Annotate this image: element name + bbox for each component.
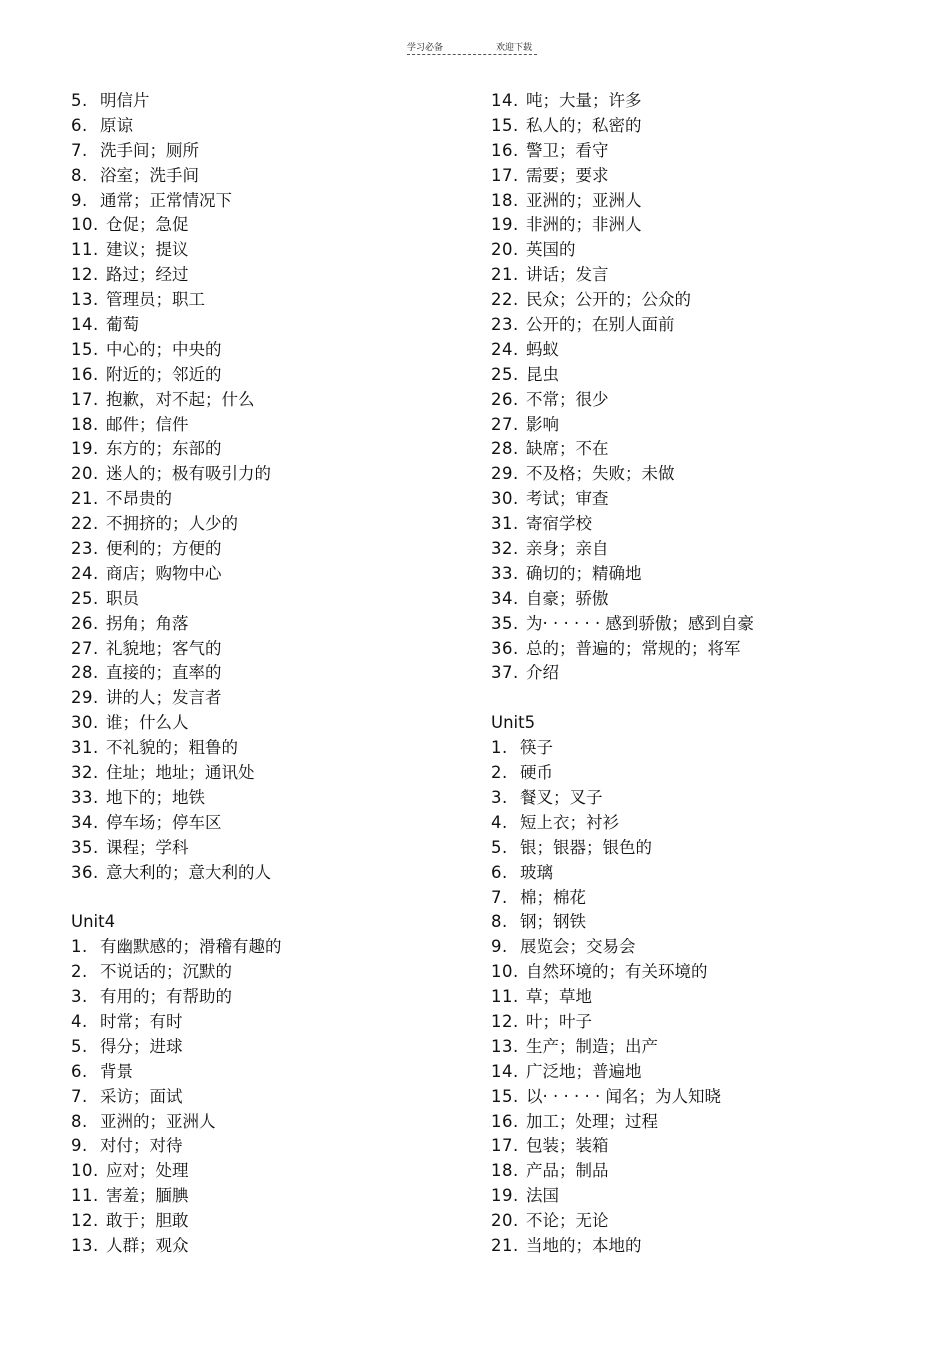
vocab-item	[71, 139, 282, 164]
vocab-item	[491, 910, 754, 935]
vocab-item-text: 采访；面试	[100, 1086, 183, 1106]
vocab-item	[491, 1134, 754, 1159]
vocab-item	[491, 1184, 754, 1209]
vocab-item-number: 4.	[71, 1011, 88, 1031]
vocab-item	[491, 89, 754, 114]
vocab-item-number: 14.	[491, 91, 519, 110]
vocab-item-number: 32.	[71, 763, 99, 783]
vocab-item-number: 7.	[491, 887, 508, 907]
vocab-item	[71, 761, 282, 786]
vocab-item-text: 商店；购物中心	[106, 563, 222, 583]
vocab-item-number: 27.	[491, 414, 519, 434]
vocab-item-number: 21.	[491, 1235, 519, 1255]
vocab-item	[71, 1134, 282, 1159]
vocab-item-number: 28.	[71, 663, 99, 683]
vocab-item-text: 影响	[526, 414, 559, 434]
vocab-item	[491, 811, 754, 836]
vocab-item	[491, 1110, 754, 1135]
vocab-item-text: 时常；有时	[100, 1011, 183, 1031]
vocab-item-text: 总的；普遍的；常规的；将军	[526, 638, 741, 658]
vocab-item-number: 35.	[71, 837, 99, 857]
vocab-item	[71, 711, 282, 736]
vocab-item-number: 23.	[71, 539, 99, 559]
vocab-item	[491, 960, 754, 985]
vocab-item-text: 管理员；职工	[106, 290, 205, 310]
vocab-item-number: 18.	[491, 1161, 519, 1181]
vocab-item	[71, 985, 282, 1010]
vocab-item-number: 2.	[491, 763, 508, 783]
vocab-item	[71, 661, 282, 686]
vocab-item-text: 有幽默感的；滑稽有趣的	[100, 937, 282, 957]
vocab-item-text: 为· · · · · · 感到骄傲；感到自豪	[526, 613, 754, 633]
section-title-unit4: Unit4	[71, 912, 116, 932]
vocab-item	[71, 313, 282, 338]
vocab-item-number: 26.	[71, 613, 99, 633]
vocab-item	[71, 388, 282, 413]
vocab-item	[71, 1110, 282, 1135]
vocab-item	[71, 935, 282, 960]
vocab-item-text: 筷子	[520, 738, 553, 758]
section-gap	[491, 686, 754, 711]
vocab-item-text: 银；银器；银色的	[520, 837, 652, 857]
vocab-item	[491, 836, 754, 861]
vocab-item-number: 5.	[71, 91, 88, 110]
vocab-item-number: 34.	[491, 588, 519, 608]
vocab-item	[491, 736, 754, 761]
vocab-item-number: 1.	[71, 937, 88, 957]
vocab-item-text: 应对；处理	[106, 1161, 189, 1181]
vocab-item-text: 原谅	[100, 115, 133, 135]
vocab-item	[491, 761, 754, 786]
vocab-item-text: 有用的；有帮助的	[100, 987, 232, 1007]
vocab-item	[491, 213, 754, 238]
vocab-item-number: 9.	[491, 937, 508, 957]
vocab-item-text: 不拥挤的；人少的	[106, 514, 238, 534]
vocab-item-number: 27.	[71, 638, 99, 658]
vocab-item-number: 5.	[491, 837, 508, 857]
vocab-item	[491, 313, 754, 338]
vocab-item-number: 6.	[71, 1061, 88, 1081]
section-gap	[71, 886, 282, 911]
vocab-item	[71, 686, 282, 711]
vocab-item-text: 警卫；看守	[526, 140, 609, 160]
vocab-item-text: 亚洲的；亚洲人	[100, 1111, 216, 1131]
left-column	[71, 89, 282, 1259]
vocab-item-number: 21.	[71, 489, 99, 509]
vocab-item-number: 5.	[71, 1036, 88, 1056]
vocab-item-number: 16.	[71, 364, 99, 384]
vocab-item	[71, 836, 282, 861]
vocab-item	[71, 960, 282, 985]
vocab-item-text: 停车场；停车区	[106, 812, 222, 832]
vocab-item-text: 私人的；私密的	[526, 115, 642, 135]
vocab-item-number: 6.	[71, 115, 88, 135]
vocab-item-text: 便利的；方便的	[106, 539, 222, 559]
vocab-item-number: 21.	[491, 265, 519, 285]
vocab-item-number: 32.	[491, 539, 519, 559]
vocab-item-text: 缺席；不在	[526, 439, 609, 459]
vocab-item-text: 敢于；胆敢	[106, 1211, 189, 1231]
vocab-item	[71, 736, 282, 761]
vocab-item	[491, 886, 754, 911]
header-divider	[407, 54, 537, 55]
vocab-item	[491, 861, 754, 886]
vocab-item-text: 中心的；中央的	[106, 339, 222, 359]
vocab-item-number: 37.	[491, 663, 519, 683]
vocab-item-number: 15.	[491, 115, 519, 135]
vocab-item	[71, 1035, 282, 1060]
vocab-item-number: 20.	[491, 240, 519, 260]
vocab-item-text: 路过；经过	[106, 265, 189, 285]
vocab-item-number: 28.	[491, 439, 519, 459]
vocab-item	[71, 288, 282, 313]
vocab-item-text: 迷人的；极有吸引力的	[106, 464, 271, 484]
vocab-item	[71, 213, 282, 238]
left-list-b	[71, 935, 282, 1259]
vocab-item-number: 33.	[71, 787, 99, 807]
vocab-item-number: 29.	[491, 464, 519, 484]
vocab-item-number: 12.	[491, 1011, 519, 1031]
vocab-item-number: 7.	[71, 140, 88, 160]
vocab-item-text: 亲身；亲自	[526, 539, 609, 559]
vocab-item-text: 附近的；邻近的	[106, 364, 222, 384]
vocab-item	[491, 786, 754, 811]
vocab-item-text: 害羞；腼腆	[106, 1186, 189, 1206]
vocab-item-number: 19.	[491, 1186, 519, 1206]
vocab-item	[491, 985, 754, 1010]
vocab-item-text: 考试；审查	[526, 489, 609, 509]
vocab-item-number: 13.	[71, 290, 99, 310]
vocab-item-text: 自豪；骄傲	[526, 588, 609, 608]
vocab-item-number: 36.	[491, 638, 519, 658]
vocab-item	[71, 363, 282, 388]
right-list-a	[491, 89, 754, 686]
vocab-item	[491, 1010, 754, 1035]
vocab-item-text: 仓促；急促	[106, 215, 189, 235]
vocab-item-number: 14.	[491, 1061, 519, 1081]
vocab-item-number: 3.	[71, 987, 88, 1007]
vocab-item-number: 18.	[71, 414, 99, 434]
vocab-item-text: 蚂蚁	[526, 339, 559, 359]
vocab-item-text: 生产；制造；出产	[526, 1036, 658, 1056]
vocab-item-number: 22.	[71, 514, 99, 534]
vocab-item	[491, 139, 754, 164]
vocab-item-text: 法国	[526, 1186, 559, 1206]
vocab-item	[491, 1035, 754, 1060]
vocab-item-text: 谁；什么人	[106, 713, 189, 733]
vocab-item-number: 26.	[491, 389, 519, 409]
vocab-item-text: 钢；钢铁	[520, 912, 586, 932]
vocab-item	[491, 1060, 754, 1085]
vocab-item	[71, 114, 282, 139]
vocab-item-text: 建议；提议	[106, 240, 189, 260]
vocab-item	[71, 413, 282, 438]
vocab-item	[71, 861, 282, 886]
vocab-item	[71, 612, 282, 637]
vocab-item	[71, 164, 282, 189]
vocab-item-number: 24.	[71, 563, 99, 583]
vocab-item-text: 玻璃	[520, 862, 553, 882]
vocab-item-text: 英国的	[526, 240, 576, 260]
vocab-item-text: 硬币	[520, 763, 553, 783]
vocab-item	[71, 512, 282, 537]
vocab-item-text: 不及格；失败；未做	[526, 464, 675, 484]
vocab-item-number: 18.	[491, 190, 519, 210]
vocab-item-text: 吨；大量；许多	[526, 91, 642, 110]
vocab-item-number: 20.	[71, 464, 99, 484]
vocab-item-text: 人群；观众	[106, 1235, 189, 1255]
vocab-item-number: 8.	[71, 165, 88, 185]
vocab-item-number: 11.	[71, 240, 99, 260]
left-list-a	[71, 89, 282, 886]
vocab-item-number: 15.	[491, 1086, 519, 1106]
vocab-item-number: 8.	[71, 1111, 88, 1131]
vocab-item	[491, 562, 754, 587]
vocab-item	[491, 238, 754, 263]
vocab-item-number: 31.	[491, 514, 519, 534]
vocab-item-number: 19.	[491, 215, 519, 235]
vocab-item	[491, 189, 754, 214]
vocab-item-number: 16.	[491, 1111, 519, 1131]
vocab-item-number: 7.	[71, 1086, 88, 1106]
vocab-item-text: 东方的；东部的	[106, 439, 222, 459]
vocab-item-number: 9.	[71, 1136, 88, 1156]
vocab-item	[491, 462, 754, 487]
vocab-item	[491, 935, 754, 960]
vocab-item-number: 10.	[491, 962, 519, 982]
vocab-item-text: 公开的；在别人面前	[526, 315, 675, 335]
vocab-item	[71, 811, 282, 836]
vocab-item	[491, 437, 754, 462]
vocab-item-text: 草；草地	[526, 987, 592, 1007]
vocab-item-text: 需要；要求	[526, 165, 609, 185]
vocab-item-number: 25.	[71, 588, 99, 608]
vocab-item	[491, 587, 754, 612]
vocab-item-text: 课程；学科	[106, 837, 189, 857]
vocab-item-text: 短上衣；衬衫	[520, 812, 619, 832]
section-title-unit5: Unit5	[491, 713, 536, 733]
vocab-item-text: 礼貌地；客气的	[106, 638, 222, 658]
vocab-item	[491, 661, 754, 686]
vocab-item	[491, 537, 754, 562]
vocab-item-text: 不昂贵的	[106, 489, 172, 509]
vocab-item-text: 通常；正常情况下	[100, 190, 232, 210]
vocab-item	[71, 338, 282, 363]
vocab-item	[71, 238, 282, 263]
vocab-item-text: 寄宿学校	[526, 514, 592, 534]
vocab-item	[491, 1234, 754, 1259]
vocab-item-text: 亚洲的；亚洲人	[526, 190, 642, 210]
header-left-text: 学习必备	[407, 43, 444, 53]
vocab-item-number: 17.	[491, 165, 519, 185]
vocab-item-number: 17.	[491, 1136, 519, 1156]
vocab-item-number: 12.	[71, 265, 99, 285]
vocab-item-number: 17.	[71, 389, 99, 409]
vocab-item	[71, 1010, 282, 1035]
vocab-item-text: 葡萄	[106, 315, 139, 335]
vocab-item	[71, 1184, 282, 1209]
vocab-item-text: 意大利的；意大利的人	[106, 862, 271, 882]
vocab-item-number: 34.	[71, 812, 99, 832]
vocab-item	[71, 89, 282, 114]
vocab-item-number: 31.	[71, 738, 99, 758]
vocab-item	[71, 263, 282, 288]
vocab-item	[491, 1159, 754, 1184]
vocab-item-text: 非洲的；非洲人	[526, 215, 642, 235]
vocab-item	[71, 1060, 282, 1085]
vocab-item-number: 1.	[491, 738, 508, 758]
vocab-item-number: 16.	[491, 140, 519, 160]
vocab-item-text: 职员	[106, 588, 139, 608]
vocab-item	[71, 462, 282, 487]
vocab-item-number: 14.	[71, 315, 99, 335]
vocab-item-number: 24.	[491, 339, 519, 359]
vocab-item	[71, 1085, 282, 1110]
vocab-item-number: 20.	[491, 1211, 519, 1231]
vocab-item-text: 叶；叶子	[526, 1011, 592, 1031]
vocab-item-text: 讲的人；发言者	[106, 688, 222, 708]
vocab-item	[491, 388, 754, 413]
vocab-item	[491, 164, 754, 189]
vocab-item	[491, 338, 754, 363]
vocab-item-text: 邮件；信件	[106, 414, 189, 434]
vocab-item	[491, 363, 754, 388]
vocab-item-text: 确切的；精确地	[526, 563, 642, 583]
vocab-item-number: 30.	[71, 713, 99, 733]
vocab-item-text: 当地的；本地的	[526, 1235, 642, 1255]
vocab-item-text: 不常；很少	[526, 389, 609, 409]
vocab-item-text: 介绍	[526, 663, 559, 683]
vocab-item	[71, 189, 282, 214]
vocab-item-text: 以· · · · · · 闻名；为人知晓	[526, 1086, 721, 1106]
vocab-item-number: 8.	[491, 912, 508, 932]
vocab-item-number: 23.	[491, 315, 519, 335]
vocab-item	[71, 1159, 282, 1184]
vocab-item	[491, 413, 754, 438]
vocab-item-text: 不说话的；沉默的	[100, 962, 232, 982]
vocab-item	[71, 562, 282, 587]
vocab-item-text: 不论；无论	[526, 1211, 609, 1231]
vocab-item-text: 抱歉，对不起；什么	[106, 389, 255, 409]
vocab-item-text: 广泛地；普遍地	[526, 1061, 642, 1081]
vocab-item-text: 讲话；发言	[526, 265, 609, 285]
vocab-item	[71, 437, 282, 462]
vocab-item-text: 民众；公开的；公众的	[526, 290, 691, 310]
vocab-item-number: 36.	[71, 862, 99, 882]
vocab-item	[491, 487, 754, 512]
vocab-item-number: 6.	[491, 862, 508, 882]
vocab-item-text: 加工；处理；过程	[526, 1111, 658, 1131]
vocab-item-text: 背景	[100, 1061, 133, 1081]
vocab-item-number: 19.	[71, 439, 99, 459]
vocab-item-number: 13.	[491, 1036, 519, 1056]
vocab-item-text: 自然环境的；有关环境的	[526, 962, 708, 982]
vocab-item-number: 13.	[71, 1235, 99, 1255]
vocab-item-text: 拐角；角落	[106, 613, 189, 633]
vocab-item	[71, 587, 282, 612]
vocab-item-number: 9.	[71, 190, 88, 210]
vocab-item	[491, 114, 754, 139]
vocab-item-text: 浴室；洗手间	[100, 165, 199, 185]
vocab-item	[491, 512, 754, 537]
vocab-item-text: 棉；棉花	[520, 887, 586, 907]
vocab-item-text: 明信片	[100, 91, 150, 110]
vocab-item	[71, 537, 282, 562]
vocab-item-text: 得分；进球	[100, 1036, 183, 1056]
vocab-item-number: 2.	[71, 962, 88, 982]
vocab-item	[491, 1209, 754, 1234]
vocab-item-number: 11.	[71, 1186, 99, 1206]
vocab-item-text: 不礼貌的；粗鲁的	[106, 738, 238, 758]
vocab-item-number: 30.	[491, 489, 519, 509]
vocab-item-text: 包装；装箱	[526, 1136, 609, 1156]
vocab-item-number: 11.	[491, 987, 519, 1007]
vocab-item-text: 对付；对待	[100, 1136, 183, 1156]
page-header	[407, 40, 537, 58]
vocab-item-number: 22.	[491, 290, 519, 310]
vocab-item-text: 餐叉；叉子	[520, 787, 603, 807]
vocab-item-text: 产品；制品	[526, 1161, 609, 1181]
vocab-item-number: 10.	[71, 215, 99, 235]
vocab-item-number: 4.	[491, 812, 508, 832]
vocab-item	[491, 1085, 754, 1110]
vocab-item	[71, 786, 282, 811]
vocab-item	[71, 1209, 282, 1234]
vocab-item-text: 昆虫	[526, 364, 559, 384]
vocab-item-text: 地下的；地铁	[106, 787, 205, 807]
vocab-item	[491, 612, 754, 637]
header-right-text: 欢迎下载	[496, 43, 533, 53]
vocab-item-number: 12.	[71, 1211, 99, 1231]
vocab-item-number: 15.	[71, 339, 99, 359]
vocab-item-number: 35.	[491, 613, 519, 633]
vocab-item-number: 10.	[71, 1161, 99, 1181]
vocab-item-number: 33.	[491, 563, 519, 583]
vocab-item-number: 3.	[491, 787, 508, 807]
vocab-item-number: 25.	[491, 364, 519, 384]
vocab-item-text: 直接的；直率的	[106, 663, 222, 683]
vocab-item	[491, 637, 754, 662]
vocab-item-text: 洗手间；厕所	[100, 140, 199, 160]
vocab-item	[71, 1234, 282, 1259]
vocab-item	[491, 263, 754, 288]
vocab-item	[71, 487, 282, 512]
vocab-item-text: 展览会；交易会	[520, 937, 636, 957]
vocab-item-number: 29.	[71, 688, 99, 708]
vocab-item	[71, 637, 282, 662]
right-column	[491, 89, 754, 1259]
right-list-b	[491, 736, 754, 1259]
vocab-item-text: 住址；地址；通讯处	[106, 763, 255, 783]
vocab-item	[491, 288, 754, 313]
